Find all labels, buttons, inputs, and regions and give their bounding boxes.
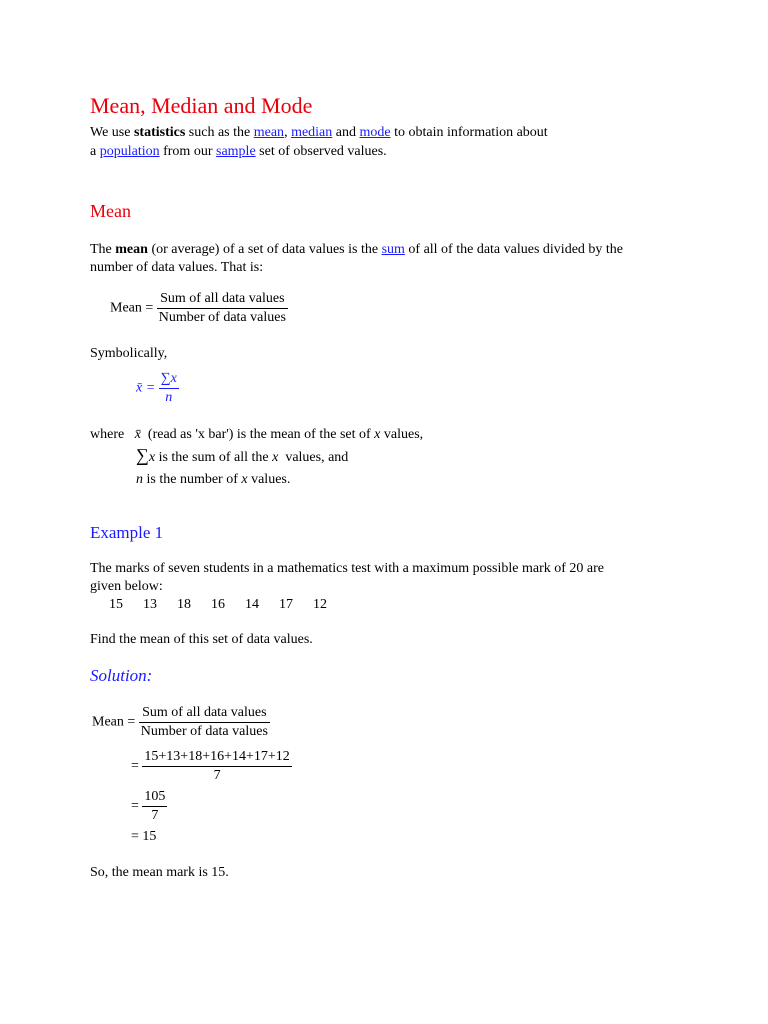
example-1-text-line-1: The marks of seven students in a mathematics test with a maximum possible mark of 20 are: [90, 561, 604, 576]
sigma-symbol: ∑: [136, 445, 149, 465]
mean-definition-line-1: [90, 241, 623, 259]
where-text: where: [90, 427, 125, 442]
marks-list: [109, 596, 347, 614]
solution-conclusion: So, the mean mark is 15.: [90, 865, 229, 880]
symbolically-label: Symbolically,: [90, 346, 168, 361]
mark-value: 16: [211, 597, 225, 612]
solution-denominator-2: 7: [213, 768, 221, 783]
x-symbol: x: [272, 450, 279, 465]
intro-text: a: [90, 144, 100, 159]
mark-value: 17: [279, 597, 293, 612]
where-text: values,: [383, 427, 424, 442]
example-1-question: Find the mean of this set of data values.: [90, 632, 313, 647]
equals-sign: =: [131, 758, 139, 774]
formula-denominator: Number of data values: [158, 310, 286, 325]
example-1-heading: Example 1: [90, 523, 164, 542]
solution-numerator-3: 105: [142, 788, 167, 807]
mark-value: 13: [143, 597, 157, 612]
intro-text: such as the: [185, 125, 254, 140]
definition-text: The: [90, 242, 116, 257]
mean-link[interactable]: mean: [253, 125, 285, 140]
x-symbol: x: [374, 427, 381, 442]
formula-numerator: Sum of all data values: [157, 290, 288, 309]
population-link[interactable]: population: [99, 144, 160, 159]
x-bar-symbol: x̄: [134, 427, 141, 442]
definition-text: of all of the data values divided by the: [404, 242, 624, 257]
symbolic-numerator: ∑x: [159, 370, 179, 389]
where-text: values.: [251, 472, 291, 487]
solution-lhs: Mean =: [92, 714, 136, 730]
intro-line-1: [90, 124, 548, 142]
solution-numerator-1: Sum of all data values: [139, 704, 270, 723]
mean-heading: Mean: [90, 201, 131, 221]
intro-text: and: [332, 125, 360, 140]
symbolic-fraction: [159, 370, 179, 407]
statistics-term: statistics: [133, 125, 186, 140]
symbolic-denominator: n: [165, 390, 173, 405]
mean-formula: [110, 290, 288, 327]
equals-sign: =: [131, 798, 139, 814]
where-text: is the number of: [146, 472, 238, 487]
solution-step-2: [131, 748, 292, 785]
solution-result: = 15: [131, 829, 157, 844]
example-1-text-line-2: given below:: [90, 579, 163, 594]
where-text: is the sum of all the: [158, 450, 269, 465]
mark-value: 14: [245, 597, 259, 612]
intro-text: from our: [159, 144, 216, 159]
symbolic-lhs: x̄ =: [136, 380, 156, 396]
intro-line-2: [90, 143, 387, 161]
mark-value: 15: [109, 597, 123, 612]
median-link[interactable]: median: [291, 125, 333, 140]
solution-fraction-2: [142, 748, 291, 785]
mode-link[interactable]: mode: [359, 125, 391, 140]
sum-link[interactable]: sum: [381, 242, 405, 257]
solution-fraction-3: [142, 788, 167, 825]
solution-heading: Solution:: [90, 666, 153, 685]
formula-fraction: [157, 290, 288, 327]
where-text: values, and: [285, 450, 349, 465]
formula-lhs: Mean =: [110, 300, 154, 316]
definition-text: (or average) of a set of data values is the: [147, 242, 382, 257]
solution-step-1: [92, 704, 270, 741]
solution-denominator-1: Number of data values: [140, 724, 268, 739]
intro-text: We use: [90, 125, 134, 140]
sample-link[interactable]: sample: [216, 144, 256, 159]
where-line-1: [90, 426, 423, 444]
intro-text: ,: [284, 125, 292, 140]
intro-text: to obtain information about: [390, 125, 548, 140]
where-line-3: [136, 471, 290, 489]
x-symbol: x: [241, 472, 248, 487]
where-line-2: [136, 446, 348, 467]
solution-numerator-2: 15+13+18+16+14+17+12: [142, 748, 291, 767]
intro-text: set of observed values.: [255, 144, 387, 159]
where-text: (read as 'x bar') is the mean of the set of: [147, 427, 371, 442]
mean-term: mean: [115, 242, 148, 257]
solution-fraction-1: [139, 704, 270, 741]
x-symbol: x: [148, 450, 156, 465]
mean-definition-line-2: number of data values. That is:: [90, 260, 264, 275]
symbolic-formula: [136, 370, 179, 407]
n-symbol: n: [136, 472, 143, 487]
solution-step-3: [131, 788, 167, 825]
page-title: Mean, Median and Mode: [90, 93, 313, 118]
mark-value: 18: [177, 597, 191, 612]
mark-value: 12: [313, 597, 327, 612]
solution-denominator-3: 7: [151, 808, 159, 823]
